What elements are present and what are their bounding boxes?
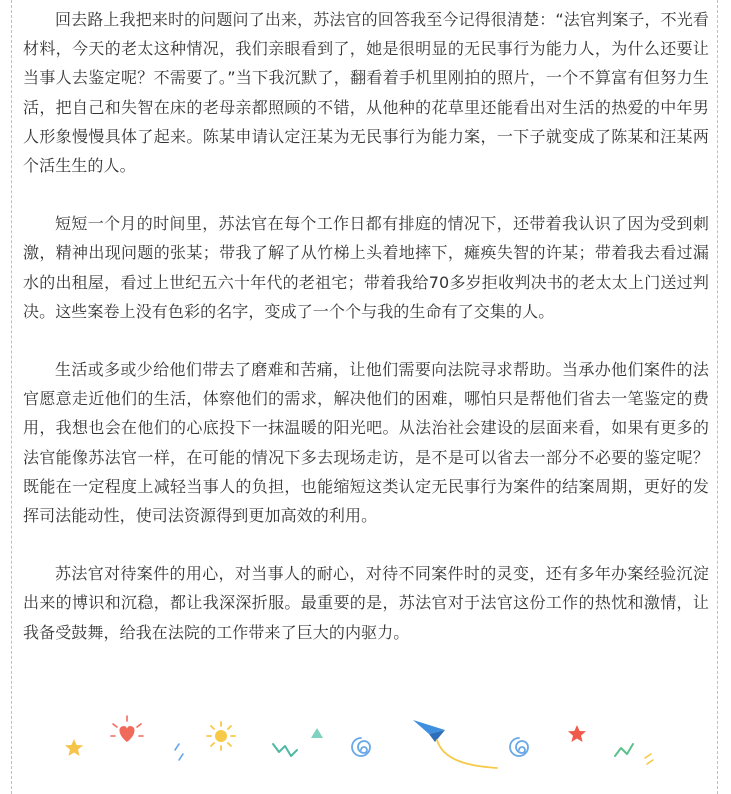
article-body (23, 5, 709, 647)
decorative-footer (11, 700, 718, 794)
paragraph-4: 苏法官对待案件的用心，对当事人的耐心，对待不同案件时的灵变，还有多年办案经验沉淀出来的博识和沉稳，都让我深深折服。最重要的是，苏法官对于法官这份工作的热忱和激情，让我备受鼓舞，给我在法院的工作带来了巨大的内驱力。 (23, 564, 709, 642)
paragraph-3: 生活或多或少给他们带去了磨难和苦痛，让他们需要向法院寻求帮助。当承办他们案件的法官愿意走近他们的生活，体察他们的需求，解决他们的困难，哪怕只是帮他们省去一笔鉴定的费用，我想也会在他们的心底投下一抹温暖的阳光吧。从法治社会建设的层面来看，如果有更多的法官能像苏法官一样，在可能的情况下多去现场走访，是不是可以省去一部分不必要的鉴定呢？既能在一定程度上减轻当事人的负担，也能缩短这类认定无民事行为案件的结案周期，更好的发挥司法能动性，使司法资源得到更加高效的利用。 (23, 360, 709, 526)
paragraph-1: 回去路上我把来时的问题问了出来，苏法官的回答我至今记得很清楚：“法官判案子，不光看材料，今天的老太这种情况，我们亲眼看到了，她是很明显的无民事行为能力人，为什么还要让当事人去鉴定呢？不需要了。”当下我沉默了，翻看着手机里刚拍的照片，一个不算富有但努力生活，把自己和失智在床的老母亲都照顾的不错，从他种的花草里还能看出对生活的热爱的中年男人形象慢慢具体了起来。陈某申请认定汪某为无民事行为能力案，一下子就变成了陈某和汪某两个活生生的人。 (23, 10, 709, 176)
dash-icon-yellow (645, 754, 653, 764)
star-icon (65, 739, 83, 756)
spiral-icon (352, 738, 370, 756)
sun-icon (207, 722, 235, 750)
paper-plane-icon (413, 720, 497, 768)
triangle-icon (311, 728, 323, 738)
star-icon-red (568, 725, 586, 742)
zigzag-icon-green (615, 744, 633, 756)
heart-icon (111, 716, 143, 742)
paragraph-2: 短短一个月的时间里，苏法官在每个工作日都有排庭的情况下，还带着我认识了因为受到刺激，精神出现问题的张某；带我了解了从竹梯上头着地摔下，瘫痪失智的许某；带着我去看过漏水的出租屋，看过上世纪五六十年代的老祖宅；带着我给70多岁拒收判决书的老太太上门送过判决。这些案卷上没有色彩的名字，变成了一个个与我的生命有了交集的人。 (23, 214, 709, 321)
spiral-icon-right (510, 738, 528, 756)
zigzag-icon (273, 744, 297, 756)
dash-icon (175, 744, 183, 760)
